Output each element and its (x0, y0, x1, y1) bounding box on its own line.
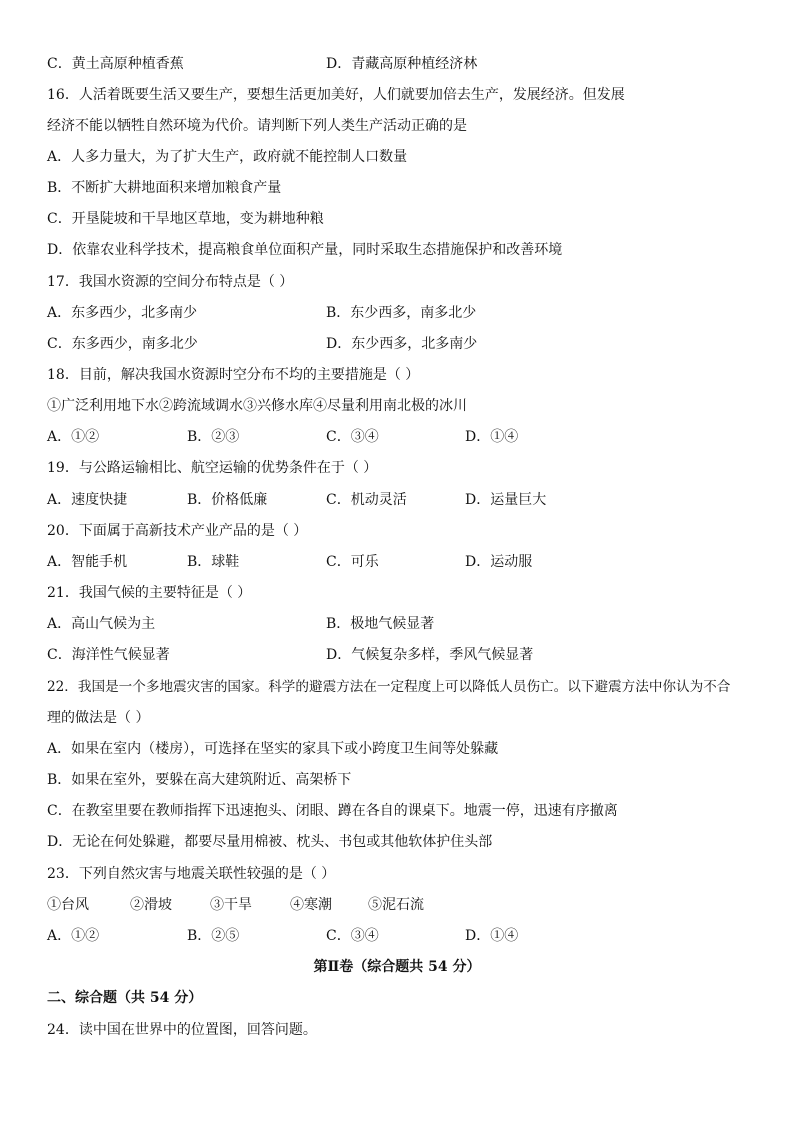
q17-option-b: B．东少西多，南多北少 (326, 305, 477, 321)
q15-option-d: D．青藏高原种植经济林 (326, 56, 478, 72)
q23-item-5: ⑤泥石流 (368, 897, 424, 913)
q23-item-3: ③干旱 (210, 897, 252, 913)
q21-option-a: A．高山气候为主 (47, 616, 156, 632)
q17-option-a: A．东多西少，北多南少 (47, 305, 198, 321)
q19-option-d: D．运量巨大 (465, 492, 547, 508)
q20-option-d: D．运动服 (465, 554, 533, 570)
q23-option-d: D．①④ (465, 928, 519, 944)
q23-stem: 23．下列自然灾害与地震关联性较强的是（ ） (47, 866, 336, 882)
q22-option-a: A．如果在室内（楼房），可选择在坚实的家具下或小跨度卫生间等处躲藏 (47, 741, 499, 757)
q23-item-4: ④寒潮 (290, 897, 332, 913)
q21-option-b: B．极地气候显著 (326, 616, 435, 632)
q23-item-2: ②滑坡 (130, 897, 172, 913)
q21-option-c: C．海洋性气候显著 (47, 647, 170, 663)
q19-option-b: B．价格低廉 (187, 492, 268, 508)
q23-item-1: ①台风 (47, 897, 89, 913)
q24-stem: 24．读中国在世界中的位置图，回答问题。 (47, 1022, 317, 1038)
q22-stem-line1: 22．我国是一个多地震灾害的国家。科学的避震方法在一定程度上可以降低人员伤亡。以下避震方法中你认为不合 (47, 679, 731, 695)
q21-stem: 21．我国气候的主要特征是（ ） (47, 585, 252, 601)
section-heading: 二、综合题（共 54 分） (47, 990, 203, 1006)
q18-stem: 18．目前，解决我国水资源时空分布不均的主要措施是（ ） (47, 367, 420, 383)
q18-option-c: C．③④ (326, 429, 379, 445)
q22-option-d: D．无论在何处躲避，都要尽量用棉被、枕头、书包或其他软体护住头部 (47, 834, 493, 850)
q16-option-d: D．依靠农业科学技术，提高粮食单位面积产量，同时采取生态措施保护和改善环境 (47, 242, 563, 258)
q22-option-b: B．如果在室外，要躲在高大建筑附近、高架桥下 (47, 772, 352, 788)
q20-option-c: C．可乐 (326, 554, 379, 570)
q16-option-a: A．人多力量大，为了扩大生产，政府就不能控制人口数量 (47, 149, 408, 165)
q17-stem: 17．我国水资源的空间分布特点是（ ） (47, 274, 294, 290)
q15-option-c: C．黄土高原种植香蕉 (47, 56, 184, 72)
q18-option-d: D．①④ (465, 429, 519, 445)
part2-title: 第Ⅱ卷（综合题共 54 分） (313, 959, 481, 975)
q23-option-b: B．②⑤ (187, 928, 240, 944)
q20-stem: 20．下面属于高新技术产业产品的是（ ） (47, 523, 308, 539)
q20-option-a: A．智能手机 (47, 554, 128, 570)
q23-option-a: A．①② (47, 928, 100, 944)
q17-option-d: D．东少西多，北多南少 (326, 336, 478, 352)
q22-option-c: C．在教室里要在教师指挥下迅速抱头、闭眼、蹲在各自的课桌下。地震一停，迅速有序撤离 (47, 803, 618, 819)
q19-option-c: C．机动灵活 (326, 492, 407, 508)
q16-option-c: C．开垦陡坡和干旱地区草地，变为耕地种粮 (47, 211, 324, 227)
q18-option-a: A．①② (47, 429, 100, 445)
q22-stem-line2: 理的做法是（ ） (47, 710, 150, 726)
q16-stem-line2: 经济不能以牺牲自然环境为代价。请判断下列人类生产活动正确的是 (47, 118, 467, 134)
q17-option-c: C．东多西少，南多北少 (47, 336, 198, 352)
q18-option-b: B．②③ (187, 429, 240, 445)
q19-option-a: A．速度快捷 (47, 492, 128, 508)
q20-option-b: B．球鞋 (187, 554, 240, 570)
q23-option-c: C．③④ (326, 928, 379, 944)
q19-stem: 19．与公路运输相比、航空运输的优势条件在于（ ） (47, 460, 378, 476)
q21-option-d: D．气候复杂多样，季风气候显著 (326, 647, 534, 663)
q16-option-b: B．不断扩大耕地面积来增加粮食产量 (47, 180, 282, 196)
q16-stem-line1: 16．人活着既要生活又要生产，要想生活更加美好，人们就要加倍去生产，发展经济。但发展 (47, 87, 625, 103)
q18-items: ①广泛利用地下水②跨流域调水③兴修水库④尽量利用南北极的冰川 (47, 398, 467, 414)
